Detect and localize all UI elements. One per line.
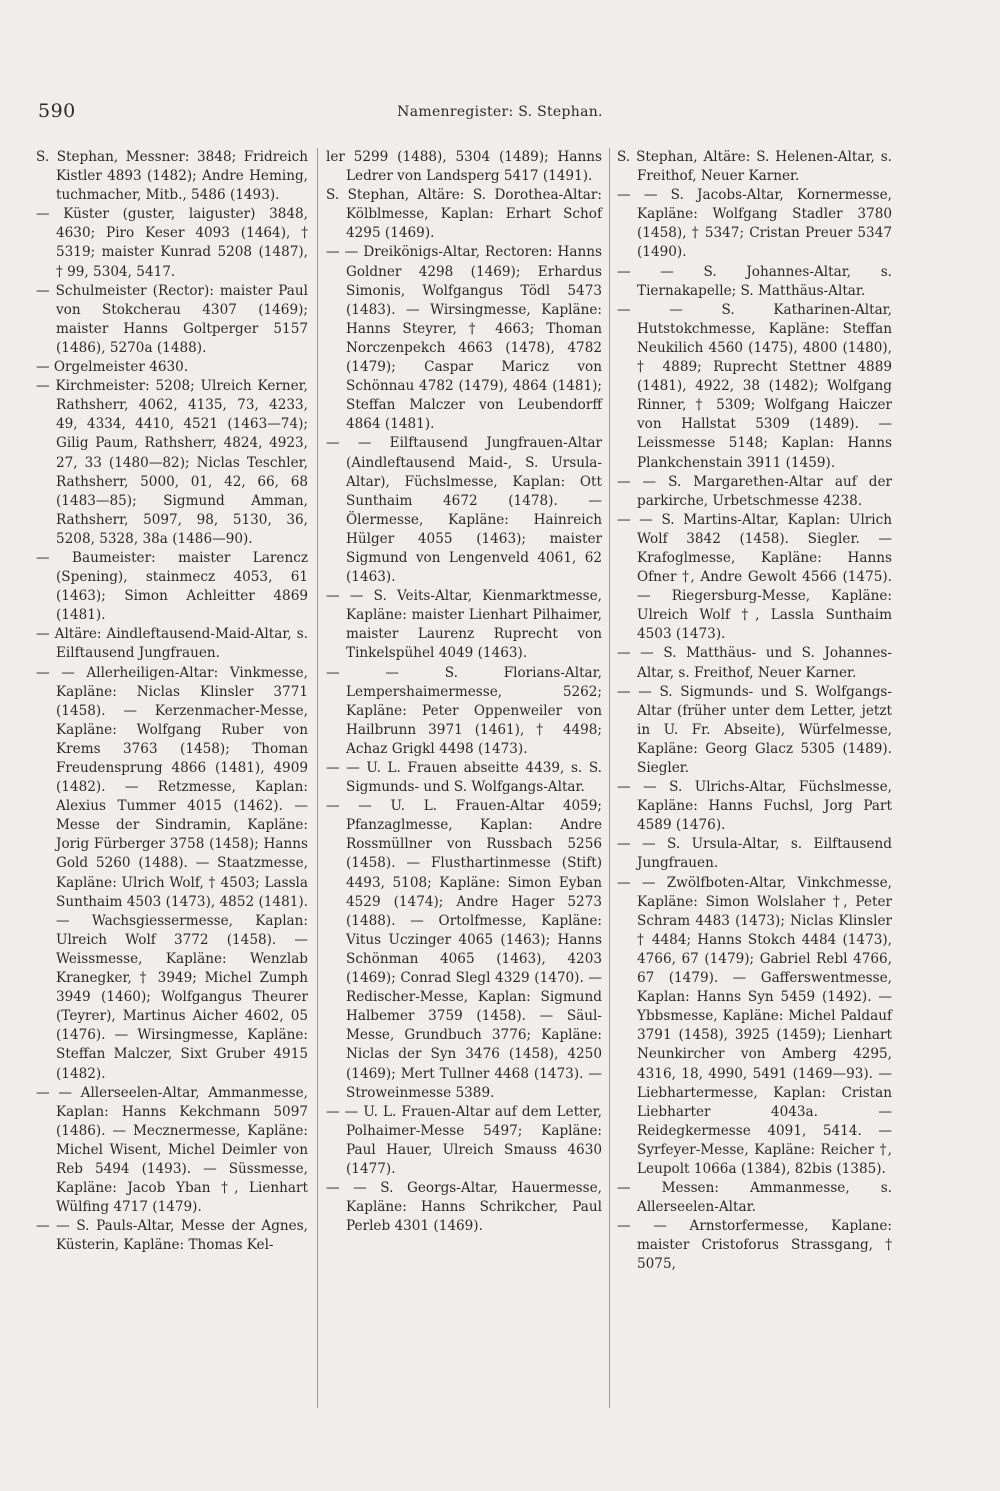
index-column-middle	[326, 148, 602, 1236]
index-entry: — — S. Margarethen-Altar auf der parkirche, Urbetschmesse 4238.	[617, 473, 892, 509]
index-entry: — Messen: Ammanmesse, s. Allerseelen-Altar.	[617, 1180, 892, 1216]
index-entry: — Orgelmeister 4630.	[36, 359, 189, 376]
index-entry: — — S. Katharinen-Altar, Hutstokchmesse, Kapläne: Steffan Neukilich 4560 (1475), 4800 (1480), † 4889; Ruprecht Stettner 4889 (1481), 4922, 38 (1482); Wolfgang Rinner, † 5309; Wolfgang Haiczer von Hallstat 5309 (1489). — Leissmesse 5148; Kaplan: Hanns Plankchenstain 3911 (1459).	[617, 301, 892, 471]
index-entry: — Schulmeister (Rector): maister Paul von Stokcherau 4307 (1469); maister Hanns Goltperger 5157 (1486), 5270a (1488).	[36, 282, 308, 356]
index-entry: — — Allerseelen-Altar, Ammanmesse, Kaplan: Hanns Kekchmann 5097 (1486). — Mecznermesse, Kapläne: Michel Wisent, Michel Deimler von Reb 5494 (1493). — Süssmesse, Kapläne: Jacob Yban †, Lienhart Wülfing 4717 (1479).	[36, 1084, 308, 1216]
index-entry: — — Dreikönigs-Altar, Rectoren: Hanns Goldner 4298 (1469); Erhardus Simonis, Wolfgangus Tödl 5473 (1483). — Wirsingmesse, Kapläne: Hanns Steyrer, † 4663; Thoman Norczenpekch 4663 (1478), 4782 (1479); Caspar Maricz von Schönnau 4782 (1479), 4864 (1481); Steffan Malczer von Leubendorff 4864 (1481).	[326, 244, 602, 433]
index-entry: — — Eilftausend Jungfrauen-Altar (Aindleftausend Maid-, S. Ursula-Altar), Füchslmesse, Kaplan: Ott Sunthaim 4672 (1478). — Ölermesse, Kapläne: Hainreich Hülger 4055 (1463); maister Sigmund von Lengenveld 4061, 62 (1463).	[326, 435, 602, 586]
index-entry: ler 5299 (1488), 5304 (1489); Hanns Ledrer von Landsperg 5417 (1491).	[326, 149, 602, 185]
index-entry: — — S. Johannes-Altar, s. Tiernakapelle; S. Matthäus-Altar.	[617, 263, 892, 299]
index-entry: — — U. L. Frauen-Altar 4059; Pfanzaglmesse, Kaplan: Andre Rossmüllner von Russbach 5256 (1458). — Flusthartinmesse (Stift) 4493, 5108; Kapläne: Simon Eyban 4529 (1474); Andre Hager 5273 (1488). — Ortolfmesse, Kapläne: Vitus Uczinger 4065 (1463); Hanns Schönman 4065 (1463), 4203 (1469); Conrad Slegl 4329 (1470). — Redischer-Messe, Kaplan: Sigmund Halbemer 3759 (1458). — Säul-Messe, Grundbuch 3776; Kapläne: Niclas der Syn 3476 (1458), 4250 (1469); Mert Tullner 4468 (1473). — Stroweinmesse 5389.	[326, 798, 602, 1101]
index-column-right	[617, 148, 892, 1275]
index-entry: — — U. L. Frauen abseitte 4439, s. S. Sigmunds- und S. Wolfgangs-Altar.	[326, 760, 602, 796]
index-entry: — — Allerheiligen-Altar: Vinkmesse, Kapläne: Niclas Klinsler 3771 (1458). — Kerzenmacher-Messe, Kapläne: Wolfgang Ruber von Krems 3763 (1458); Thoman Freudensprung 4866 (1481), 4909 (1482). — Retzmesse, Kaplan: Alexius Tummer 4015 (1462). — Messe der Sindramin, Kapläne: Jorig Fürberger 3758 (1458); Hanns Gold 5260 (1488). — Staatzmesse, Kapläne: Ulrich Wolf, † 4503; Lassla Sunthaim 4503 (1473), 4852 (1481). — Wachsgiessermesse, Kaplan: Ulreich Wolf 3772 (1458). — Weissmesse, Kapläne: Wenzlab Kranegker, † 3949; Michel Zumph 3949 (1460); Wolfgangus Theurer (Teyrer), Martinus Aicher 4602, 05 (1476). — Wirsingmesse, Kapläne: Steffan Malczer, Sixt Gruber 4915 (1482).	[36, 664, 308, 1082]
index-entry: — — Zwölfboten-Altar, Vinkchmesse, Kapläne: Simon Wolslaher †, Peter Schram 4483 (1473); Niclas Klinsler † 4484; Hanns Stokch 4484 (1473), 4766, 67 (1479); Gabriel Rebl 4766, 67 (1479). — Gafferswentmesse, Kaplan: Hanns Syn 5459 (1492). — Ybbsmesse, Kapläne: Michel Paldauf 3791 (1458), 3925 (1459); Lienhart Neunkircher von Amberg 4295, 4316, 18, 4990, 5491 (1469—93). — Liebhartermesse, Kaplan: Cristan Liebharter 4043a. — Reidegkermesse 4091, 5414. — Syrfeyer-Messe, Kapläne: Reicher †, Leupolt 1066a (1384), 82bis (1385).	[617, 874, 892, 1177]
index-entry: — — S. Sigmunds- und S. Wolfgangs-Altar (früher unter dem Letter, jetzt in U. Fr. Abseite), Würfelmesse, Kapläne: Georg Glacz 5305 (1489). Siegler.	[617, 683, 892, 776]
index-entry: S. Stephan, Altäre: S. Dorothea-Altar: Kölblmesse, Kaplan: Erhart Schof 4295 (1469).	[326, 187, 602, 242]
index-entry: — — S. Ursula-Altar, s. Eilftausend Jungfrauen.	[617, 836, 892, 872]
index-entry: S. Stephan, Altäre: S. Helenen-Altar, s. Freithof, Neuer Karner.	[617, 149, 892, 185]
column-divider	[317, 148, 318, 1408]
index-entry: — — S. Ulrichs-Altar, Füchslmesse, Kapläne: Hanns Fuchsl, Jorg Part 4589 (1476).	[617, 779, 892, 834]
index-entry: — Baumeister: maister Larencz (Spening), stainmecz 4053, 61 (1463); Simon Achleitter 4869 (1481).	[36, 549, 308, 624]
index-entry: — — S. Georgs-Altar, Hauermesse, Kapläne: Hanns Schrikcher, Paul Perleb 4301 (1469).	[326, 1180, 602, 1235]
index-entry: — Kirchmeister: 5208; Ulreich Kerner, Rathsherr, 4062, 4135, 73, 4233, 49, 4334, 4410, 4521 (1463—74); Gilig Paum, Rathsherr, 4824, 4923, 27, 33 (1480—82); Niclas Teschler, Rathsherr, 5000, 01, 42, 66, 68 (1483—85); Sigmund Amman, Rathsherr, 5097, 98, 5130, 36, 5208, 5328, 38a (1486—90).	[36, 378, 308, 547]
index-entry: — — S. Matthäus- und S. Johannes-Altar, s. Freithof, Neuer Karner.	[617, 645, 892, 681]
index-entry: — — S. Florians-Altar, Lempershaimermesse, 5262; Kapläne: Peter Oppenweiler von Hailbrunn 3971 (1461), † 4498; Achaz Grigkl 4498 (1473).	[326, 664, 602, 757]
index-entry: — — S. Jacobs-Altar, Kornermesse, Kapläne: Wolfgang Stadler 3780 (1458), † 5347; Cristan Preuer 5347 (1490).	[617, 187, 892, 261]
column-divider	[609, 148, 610, 1408]
index-column-left	[36, 148, 308, 1255]
index-entry: — — Arnstorfermesse, Kaplane: maister Cristoforus Strassgang, † 5075,	[617, 1218, 892, 1273]
index-entry: — Altäre: Aindleftausend-Maid-Altar, s. Eilftausend Jungfrauen.	[36, 626, 308, 662]
index-entry: — Küster (guster, laiguster) 3848, 4630; Piro Keser 4093 (1464), † 5319; maister Kunrad 5208 (1487), † 99, 5304, 5417.	[36, 206, 308, 280]
index-entry: — — S. Pauls-Altar, Messe der Agnes, Küsterin, Kapläne: Thomas Kel-	[36, 1218, 308, 1254]
index-entry: — — S. Veits-Altar, Kienmarktmesse, Kapläne: maister Lienhart Pilhaimer, maister Laurenz Ruprecht von Tinkelspühel 4049 (1463).	[326, 588, 602, 662]
running-head: Namenregister: S. Stephan.	[397, 104, 603, 120]
index-entry: S. Stephan, Messner: 3848; Fridreich Kistler 4893 (1482); Andre Heming, tuchmacher, Mitb., 5486 (1493).	[36, 149, 308, 204]
page-number: 590	[38, 100, 76, 122]
index-entry: — — U. L. Frauen-Altar auf dem Letter, Polhaimer-Messe 5497; Kapläne: Paul Hauer, Ulreich Smauss 4630 (1477).	[326, 1103, 602, 1177]
index-entry: — — S. Martins-Altar, Kaplan: Ulrich Wolf 3842 (1458). Siegler. — Krafoglmesse, Kapläne: Hanns Ofner †, Andre Gewolt 4566 (1475). — Riegersburg-Messe, Kapläne: Ulreich Wolf †, Lassla Sunthaim 4503 (1473).	[617, 511, 892, 643]
